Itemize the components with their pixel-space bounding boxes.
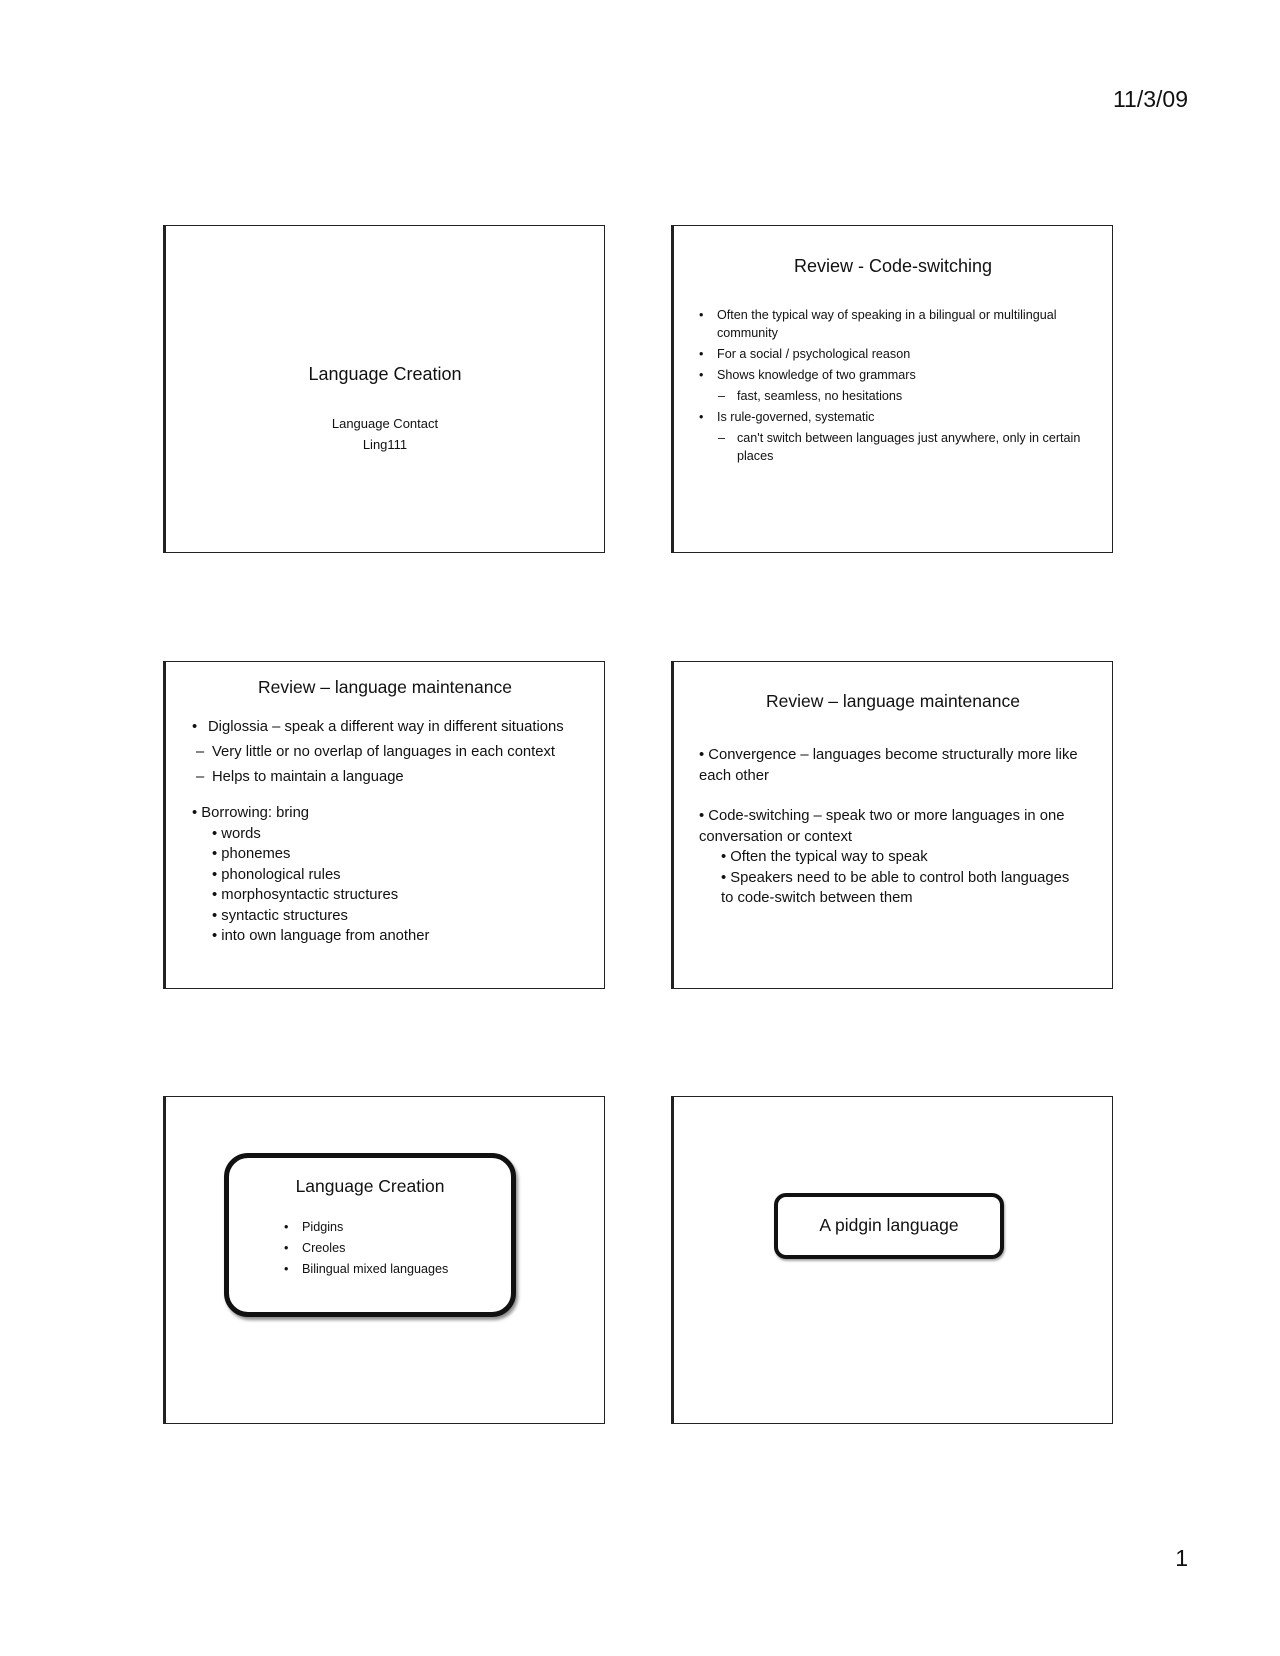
sub-list-item: • phonemes	[212, 846, 291, 862]
sub-list-item: • into own language from another	[212, 928, 430, 944]
slide-title: Language Creation	[295, 1176, 445, 1196]
bullet-icon: •	[192, 719, 198, 735]
rounded-callout-box	[774, 1193, 1004, 1259]
bullet-icon: •	[699, 308, 704, 322]
list-item-text: Is rule-governed, systematic	[717, 410, 875, 424]
convergence-paragraph: • Convergence – languages become structurally more like each other	[699, 747, 1078, 784]
list-item-text: fast, seamless, no hesitations	[737, 389, 903, 403]
slide-title: Review – language maintenance	[258, 677, 512, 697]
sub-list-item	[192, 742, 594, 762]
bullet-list	[696, 306, 1094, 468]
list-item-text: Often the typical way of speaking in a bilingual or multilingual community	[717, 308, 1057, 340]
list-item-text: Very little or no overlap of languages in each context	[212, 744, 556, 760]
bullet-icon: •	[699, 368, 704, 382]
page-number: 1	[1175, 1545, 1188, 1571]
list-item	[284, 1217, 448, 1238]
list-item	[284, 1259, 448, 1280]
dash-icon: –	[718, 431, 726, 445]
dash-icon: –	[718, 389, 726, 403]
sub-list-item: • syntactic structures	[212, 907, 348, 924]
page-date: 11/3/09	[1112, 86, 1188, 112]
list-item-text: • Code-switching – speak two or more languages in one conversation or context	[699, 808, 1065, 845]
list-item-text: For a social / psychological reason	[717, 347, 911, 361]
list-item	[696, 366, 1094, 384]
slide-4-thumbnail	[673, 661, 1113, 989]
slide-3-thumbnail	[165, 661, 605, 989]
sub-list-item: • Speakers need to be able to control both languages to code-switch between them	[721, 869, 1070, 906]
list-item-text: Helps to maintain a language	[212, 769, 404, 785]
list-item	[696, 345, 1094, 363]
list-item-text: can't switch between languages just anywhere, only in certain places	[737, 431, 1081, 463]
sub-list-item: • phonological rules	[212, 866, 341, 883]
list-item-text: Pidgins	[302, 1220, 344, 1234]
list-item	[696, 306, 1094, 342]
list-item	[192, 717, 594, 737]
slide-6-thumbnail	[673, 1096, 1113, 1424]
bullet-icon: •	[699, 347, 704, 361]
list-item-text: Bilingual mixed languages	[302, 1262, 449, 1276]
list-item-text: Diglossia – speak a different way in different situations	[208, 719, 564, 735]
dash-icon: –	[196, 744, 205, 760]
list-item	[696, 408, 1094, 426]
sub-list-item	[696, 429, 1094, 465]
borrowing-block	[192, 803, 594, 947]
slide-1-thumbnail	[165, 225, 605, 553]
sub-list-item: • words	[212, 825, 261, 842]
code-switching-paragraph	[699, 806, 1084, 909]
slide-subtitle: Language Contact	[331, 416, 439, 431]
slide-title: A pidgin language	[819, 1215, 959, 1235]
slide-title: Review - Code-switching	[793, 256, 993, 276]
list-item-text: Shows knowledge of two grammars	[717, 368, 916, 382]
slide-2-thumbnail	[673, 225, 1113, 553]
bullet-icon: •	[284, 1262, 289, 1276]
slide-title: Language Creation	[308, 364, 462, 384]
sub-list-item	[696, 387, 1094, 405]
rounded-callout-box	[224, 1153, 516, 1317]
dash-icon: –	[196, 769, 205, 785]
bullet-list	[284, 1217, 448, 1280]
slide-course-code: Ling111	[362, 437, 408, 452]
list-item-text: Creoles	[302, 1241, 346, 1255]
bullet-icon: •	[699, 410, 704, 424]
sub-list-item	[192, 767, 594, 787]
bullet-list	[192, 717, 594, 792]
sub-list-item: • Often the typical way to speak	[721, 849, 928, 865]
slide-5-thumbnail	[165, 1096, 605, 1424]
slide-title: Review – language maintenance	[766, 691, 1020, 711]
list-item	[284, 1238, 448, 1259]
sub-list-item: • morphosyntactic structures	[212, 887, 399, 903]
bullet-icon: •	[284, 1241, 289, 1255]
list-item-text: • Borrowing: bring	[192, 805, 310, 821]
bullet-icon: •	[284, 1220, 289, 1234]
